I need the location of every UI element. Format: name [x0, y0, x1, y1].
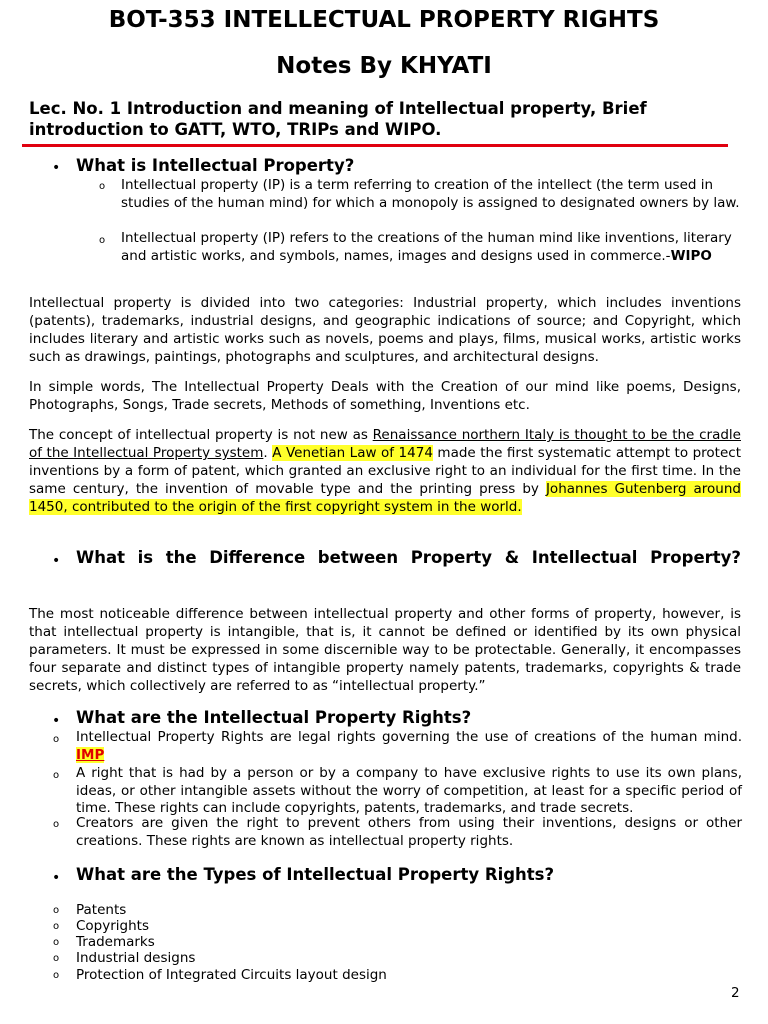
- section-heading-types: What are the Types of Intellectual Property Rights?: [76, 865, 555, 884]
- imp-tag: IMP: [76, 746, 105, 763]
- paragraph-simple-words: In simple words, The Intellectual Property Deals with the Creation of our mind like poems, Designs, Photographs, Songs, Trade secrets, Methods of something, Inventions etc.: [29, 379, 741, 413]
- highlight-venetian-law: A Venetian Law of 1474: [272, 445, 433, 461]
- sub-bullet-icon: o: [53, 937, 60, 948]
- sub-bullet-icon: o: [53, 970, 60, 981]
- red-divider: [22, 144, 728, 147]
- bullet-icon: •: [52, 870, 61, 886]
- sub-bullet-icon: o: [53, 905, 60, 916]
- sub-bullet-icon: o: [99, 181, 106, 192]
- underlined-renaissance: Renaissance northern Italy is thought to be the cradle of the Intellectual Property system: [29, 427, 741, 461]
- author-subtitle: Notes By KHYATI: [276, 53, 492, 79]
- paragraph-ip-categories: Intellectual property is divided into two categories: Industrial property, which includes inventions (patents), trademarks, industrial designs, and geographic indications of source; and Copyright, which includes literary and artistic works such as novels, poems and plays, films, musical works, artistic works such as drawings, paintings, photographs and sculptures, and architectural designs.: [29, 295, 741, 365]
- sub-bullet-icon: o: [53, 953, 60, 964]
- ipr-item-2: A right that is had by a person or by a company to have exclusive rights to use its own plans, ideas, or other intangible assets without the worry of competition, at least for a specific period of time. These rights can include copyrights, patents, trademarks, and trade secrets.: [76, 765, 742, 817]
- highlight-gutenberg: Johannes Gutenberg around 1450, contributed to the origin of the first copyright system in the world.: [29, 481, 741, 515]
- ipr-item-1: Intellectual Property Rights are legal rights governing the use of creations of the human mind. IMP: [76, 729, 742, 763]
- lecture-heading: Lec. No. 1 Introduction and meaning of Intellectual property, Brief introduction to GATT, WTO, TRIPs and WIPO.: [29, 99, 647, 139]
- section-heading-ipr: What are the Intellectual Property Rights?: [76, 708, 472, 727]
- sub-bullet-icon: o: [53, 734, 60, 745]
- type-item: Patents: [76, 902, 127, 918]
- sub-bullet-icon: o: [53, 921, 60, 932]
- ip-definition-2: Intellectual property (IP) refers to the creations of the human mind like inventions, literary and artistic works, and symbols, names, images and designs used in commerce.-WIPO: [121, 230, 732, 264]
- page-number: 2: [731, 985, 740, 1001]
- ipr-item-3: Creators are given the right to prevent others from using their inventions, designs or other creations. These rights are known as intellectual property rights.: [76, 815, 742, 849]
- sub-bullet-icon: o: [53, 819, 60, 830]
- type-item: Industrial designs: [76, 950, 196, 966]
- type-item: Trademarks: [76, 934, 155, 950]
- sub-bullet-icon: o: [99, 235, 106, 246]
- type-item: Copyrights: [76, 918, 149, 934]
- wipo-source: WIPO: [670, 248, 712, 264]
- bullet-icon: •: [52, 553, 61, 569]
- section-heading-what-is-ip: What is Intellectual Property?: [76, 156, 355, 175]
- bullet-icon: •: [52, 713, 61, 729]
- bullet-icon: •: [52, 160, 61, 176]
- paragraph-difference: The most noticeable difference between intellectual property and other forms of property, however, is that intellectual property is intangible, that is, it cannot be defined or identified by its own physical parameters. It must be expressed in some discernible way to be protectable. Generally, it encompasses four separate and distinct types of intangible property namely patents, trademarks, copyrights & trade secrets, which collectively are referred to as “intellectual property.”: [29, 606, 741, 694]
- sub-bullet-icon: o: [53, 770, 60, 781]
- paragraph-history: The concept of intellectual property is not new as Renaissance northern Italy is thought to be the cradle of the Intellectual Property system. A Venetian Law of 1474 made the first systematic attempt to protect inventions by a form of patent, which granted an exclusive right to an individual for the first time. In the same century, the invention of movable type and the printing press by Johannes Gutenberg around 1450, contributed to the origin of the first copyright system in the world.: [29, 427, 741, 515]
- document-title: BOT-353 INTELLECTUAL PROPERTY RIGHTS: [108, 7, 660, 33]
- section-heading-difference: What is the Difference between Property & Intellectual Property?: [76, 548, 741, 567]
- type-item: Protection of Integrated Circuits layout design: [76, 967, 387, 983]
- ip-definition-1: Intellectual property (IP) is a term referring to creation of the intellect (the term used in studies of the human mind) for which a monopoly is assigned to designated owners by law.: [121, 177, 740, 211]
